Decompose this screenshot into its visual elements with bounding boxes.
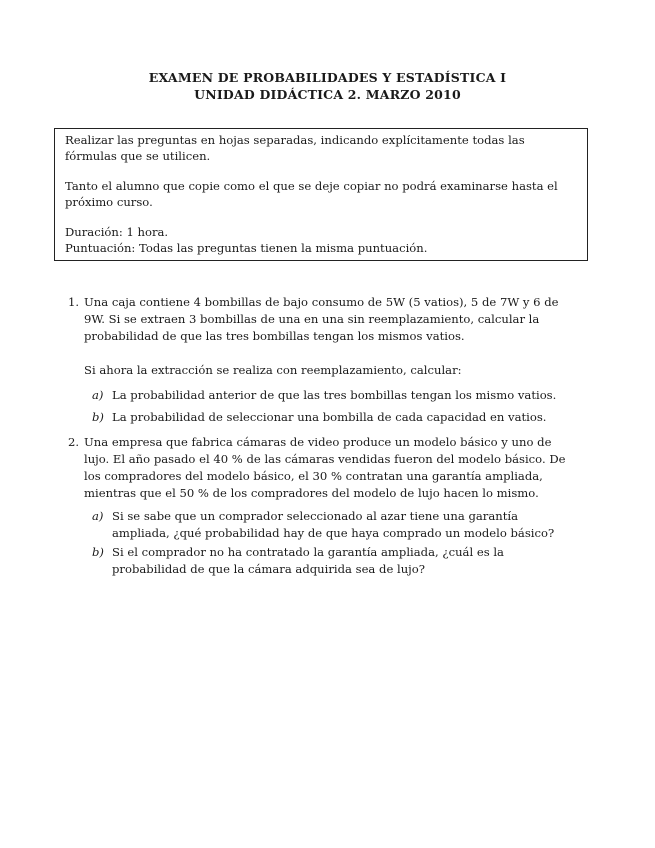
part-label: a) bbox=[92, 509, 104, 523]
exam-subtitle: UNIDAD DIDÁCTICA 2. MARZO 2010 bbox=[194, 87, 461, 102]
followup-text: Si ahora la extracción se realiza con reemplazamiento, calcular: bbox=[84, 363, 462, 377]
scoring-text: Puntuación: Todas las preguntas tienen la misma puntuación. bbox=[65, 240, 428, 255]
instructions-box bbox=[54, 128, 588, 261]
part-text: Si el comprador no ha contratado la garantía ampliada, ¿cuál es la probabilidad de que la cámara adquirida sea de lujo? bbox=[112, 545, 504, 576]
exam-title: EXAMEN DE PROBABILIDADES Y ESTADÍSTICA I bbox=[148, 70, 507, 85]
question-1-part-b bbox=[92, 409, 562, 426]
instructions-paragraph-1: Realizar las preguntas en hojas separadas, indicando explícitamente todas las fórmulas que se utilicen. bbox=[65, 133, 525, 163]
question-1-followup bbox=[68, 362, 568, 379]
question-1 bbox=[68, 294, 568, 345]
question-2 bbox=[68, 434, 568, 502]
part-label: b) bbox=[92, 410, 104, 424]
question-text: Una caja contiene 4 bombillas de bajo consumo de 5W (5 vatios), 5 de 7W y 6 de 9W. Si se extraen 3 bombillas de una en una sin reemplazamiento, calcular la probabilidad de que las tres bombillas tengan los mismos vatios. bbox=[84, 295, 559, 343]
part-text: Si se sabe que un comprador seleccionado al azar tiene una garantía ampliada, ¿qué probabilidad hay de que haya comprado un modelo básico? bbox=[112, 509, 555, 540]
question-2-part-b bbox=[92, 544, 562, 578]
question-number: 2. bbox=[68, 435, 80, 449]
part-text: La probabilidad de seleccionar una bombilla de cada capacidad en vatios. bbox=[112, 410, 547, 424]
question-text: Una empresa que fabrica cámaras de video produce un modelo básico y uno de lujo. El año pasado el 40 % de las cámaras vendidas fueron del modelo básico. De los compradores del modelo básico, el 30 % contratan una garantía ampliada, mientras que el 50 % de los compradores del modelo de lujo hacen lo mismo. bbox=[84, 435, 566, 500]
part-label: b) bbox=[92, 545, 104, 559]
instructions-paragraph-2: Tanto el alumno que copie como el que se deje copiar no podrá examinarse hasta el próximo curso. bbox=[65, 179, 558, 209]
question-number: 1. bbox=[68, 295, 80, 309]
question-2-part-a bbox=[92, 508, 562, 542]
question-1-part-a bbox=[92, 387, 562, 404]
part-label: a) bbox=[92, 388, 104, 402]
part-text: La probabilidad anterior de que las tres bombillas tengan los mismo vatios. bbox=[112, 388, 557, 402]
duration-text: Duración: 1 hora. bbox=[65, 225, 169, 239]
